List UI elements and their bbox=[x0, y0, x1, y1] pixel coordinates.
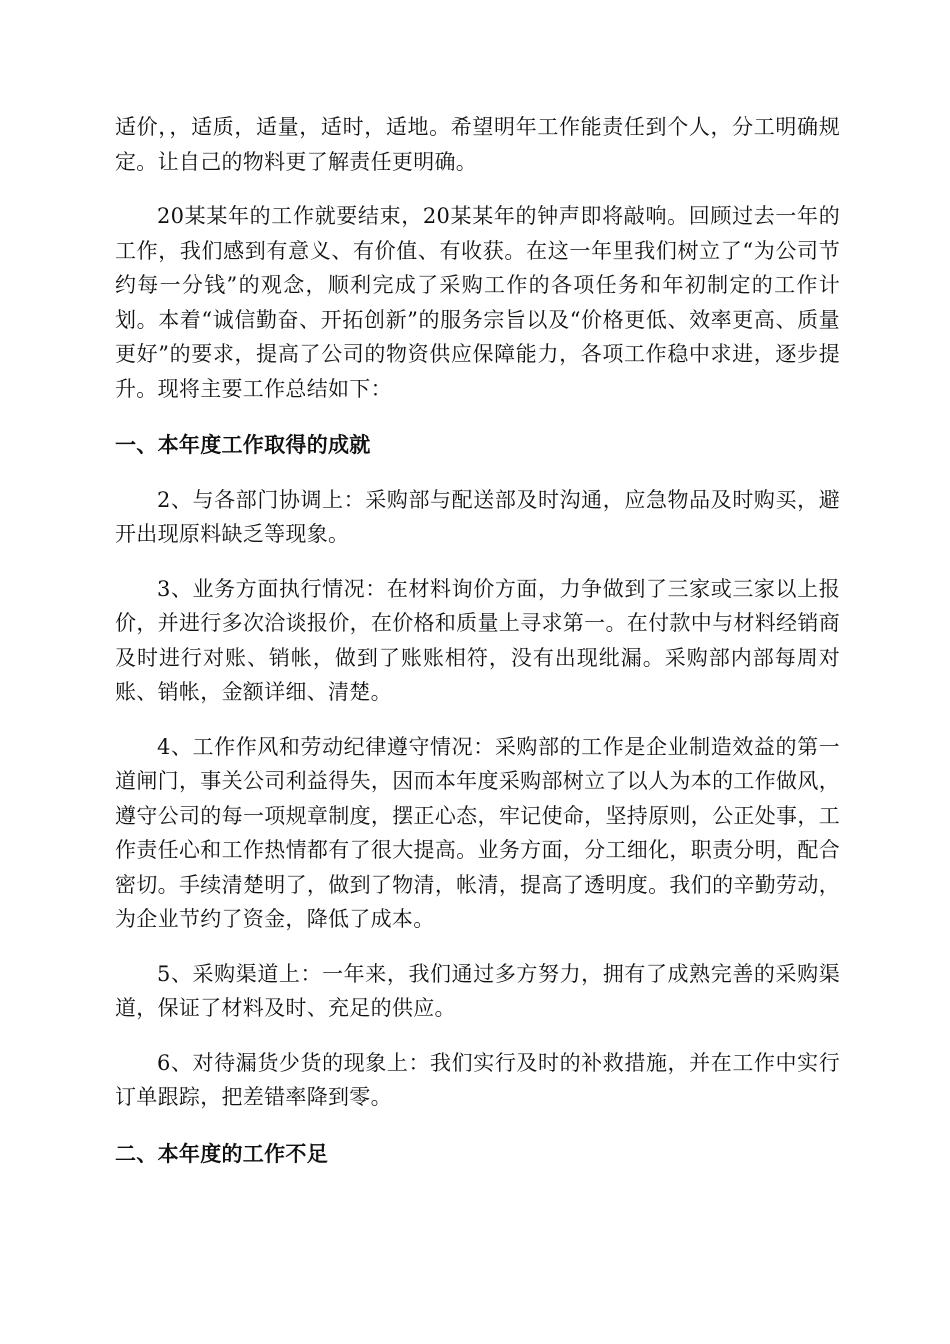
list-item: 5、采购渠道上：一年来，我们通过多方努力，拥有了成熟完善的采购渠道，保证了材料及时、充足的供应。 bbox=[115, 961, 840, 1020]
list-item: 4、工作作风和劳动纪律遵守情况：采购部的工作是企业制造效益的第一道闸门，事关公司利益得失，因而本年度采购部树立了以人为本的工作做风，遵守公司的每一项规章制度，摆正心态，牢记使命，坚持原则，公正处事，工作责任心和工作热情都有了很大提高。业务方面，分工细化，职责分明，配合密切。手续清楚明了，做到了物清，帐清，提高了透明度。我们的辛勤劳动，为企业节约了资金，降低了成本。 bbox=[115, 734, 840, 931]
section-heading-shortcomings: 二、本年度的工作不足 bbox=[115, 1141, 328, 1166]
paragraph-continuation: 适价，，适质，适量，适时，适地。希望明年工作能责任到个人，分工明确规定。让自己的物料更了解责任更明确。 bbox=[115, 115, 840, 174]
paragraph-intro: 20某某年的工作就要结束，20某某年的钟声即将敲响。回顾过去一年的工作，我们感到有意义、有价值、有收获。在这一年里我们树立了“为公司节约每一分钱”的观念，顺利完成了采购工作的各项任务和年初制定的工作计划。本着“诚信勤奋、开拓创新”的服务宗旨以及“价格更低、效率更高、质量更好”的要求，提高了公司的物资供应保障能力，各项工作稳中求进，逐步提升。现将主要工作总结如下： bbox=[115, 204, 840, 401]
list-item: 6、对待漏货少货的现象上：我们实行及时的补救措施，并在工作中实行订单跟踪，把差错率降到零。 bbox=[115, 1050, 840, 1109]
list-item: 2、与各部门协调上：采购部与配送部及时沟通，应急物品及时购买，避开出现原料缺乏等现象。 bbox=[115, 487, 840, 546]
list-item: 3、业务方面执行情况：在材料询价方面，力争做到了三家或三家以上报价，并进行多次洽谈报价，在价格和质量上寻求第一。在付款中与材料经销商及时进行对账、销帐，做到了账账相符，没有出现纰漏。采购部内部每周对账、销帐，金额详细、清楚。 bbox=[115, 576, 840, 704]
section-heading-achievements: 一、本年度工作取得的成就 bbox=[115, 433, 371, 457]
document-page bbox=[115, 110, 840, 1171]
